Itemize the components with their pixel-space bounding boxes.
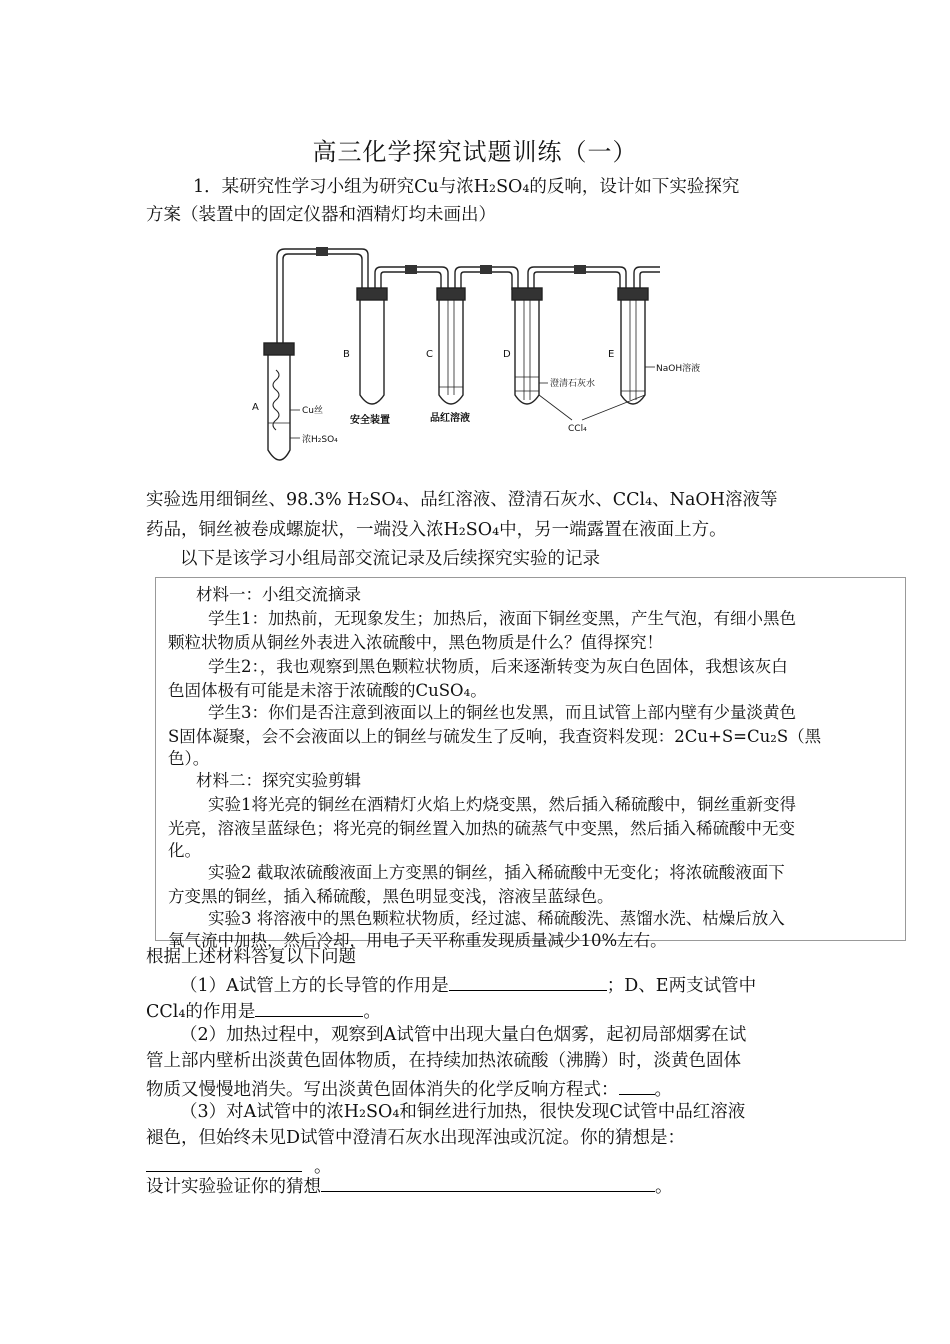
label-cu-wire: Cu丝 bbox=[302, 406, 323, 416]
label-naoh: NaOH溶液 bbox=[656, 364, 701, 374]
box-line: 色固体极有可能是未溶于浓硫酸的CuSO₄。 bbox=[168, 681, 487, 700]
label-safety-device: 安全装置 bbox=[350, 415, 390, 426]
materials-line3: 以下是该学习小组局部交流记录及后续探究实验的记录 bbox=[180, 549, 600, 569]
question-3-line2: 褪色，但始终未见D试管中澄清石灰水出现浑浊或沉淀。你的猜想是： bbox=[146, 1128, 686, 1148]
box-line: 学生2：，我也观察到黑色颗粒状物质，后来逐渐转变为灰白色固体，我想该灰白 bbox=[208, 657, 788, 676]
box-line: 材料一：小组交流摘录 bbox=[196, 585, 361, 604]
page-title: 高三化学探究试题训练（一） bbox=[312, 138, 638, 166]
question-2-line3 bbox=[146, 1076, 672, 1101]
question-3-line1: （3）对A试管中的浓H₂SO₄和铜丝进行加热，很快发现C试管中品红溶液 bbox=[180, 1102, 746, 1122]
materials-box bbox=[155, 577, 906, 950]
q2-text-end: 。 bbox=[654, 1080, 672, 1100]
q2-answer-blank[interactable] bbox=[619, 1076, 655, 1095]
box-line: 化。 bbox=[168, 841, 201, 860]
box-line: 颗粒状物质从铜丝外表进入浓硫酸中，黑色物质是什么？值得探究！ bbox=[168, 633, 663, 652]
box-line: 实验3 将溶液中的黑色颗粒状物质，经过滤、稀硫酸洗、蒸馏水洗、枯燥后放入 bbox=[208, 909, 785, 928]
box-line: 实验2 截取浓硫酸液面上方变黑的铜丝，插入稀硫酸中无变化；将浓硫酸液面下 bbox=[208, 863, 785, 882]
box-line: 氧气流中加热，然后冷却，用电子天平称重发现质量减少10%左右。 bbox=[168, 931, 667, 950]
q1-text-a: （1）A试管上方的长导管的作用是 bbox=[180, 976, 449, 996]
question-1-line2 bbox=[146, 998, 381, 1023]
label-pinhong: 品红溶液 bbox=[430, 413, 470, 424]
q1-text-c: CCl₄的作用是 bbox=[146, 1002, 256, 1022]
q1-text-d: 。 bbox=[363, 1002, 381, 1022]
materials-line1: 实验选用细铜丝、98.3% H₂SO₄、品红溶液、澄清石灰水、CCl₄、NaOH溶液等 bbox=[146, 490, 778, 510]
q3-guess-blank[interactable] bbox=[146, 1153, 302, 1172]
question-2-line2: 管上部内壁析出淡黄色固体物质，在持续加热浓硫酸（沸腾）时，淡黄色固体 bbox=[146, 1051, 741, 1071]
label-tube-d: D bbox=[503, 349, 511, 360]
label-limewater: 澄清石灰水 bbox=[550, 379, 596, 389]
question-intro-line1: 1．某研究性学习小组为研究Cu与浓H₂SO₄的反响，设计如下实验探究 bbox=[193, 177, 740, 197]
q2-text: 物质又慢慢地消失。写出淡黄色固体消失的化学反响方程式： bbox=[146, 1080, 619, 1100]
label-tube-e: E bbox=[608, 349, 615, 360]
box-line: 光亮，溶液呈蓝绿色；将光亮的铜丝置入加热的硫蒸气中变黑，然后插入稀硫酸中无变 bbox=[168, 819, 795, 838]
apparatus-diagram bbox=[250, 245, 701, 470]
label-ccl4: CCl₄ bbox=[568, 424, 587, 434]
label-tube-b: B bbox=[343, 349, 350, 360]
box-line: 材料二：探究实验剪辑 bbox=[196, 771, 361, 790]
question-1-line1 bbox=[180, 972, 756, 997]
q1-answer-blank-1[interactable] bbox=[449, 972, 607, 991]
box-line: S固体凝聚，会不会液面以上的铜丝与硫发生了反响，我查资料发现：2Cu+S=Cu₂S（黑 bbox=[168, 727, 822, 746]
question-intro-line2: 方案（装置中的固定仪器和酒精灯均未画出） bbox=[146, 205, 496, 225]
box-line: 色）。 bbox=[168, 749, 210, 768]
label-conc-acid: 浓H₂SO₄ bbox=[302, 435, 338, 445]
question-3-line4 bbox=[146, 1173, 673, 1198]
q3-design-blank[interactable] bbox=[321, 1173, 655, 1192]
box-line: 实验1将光亮的铜丝在酒精灯火焰上灼烧变黑，然后插入稀硫酸中，铜丝重新变得 bbox=[208, 795, 796, 814]
questions-intro: 根据上述材料答复以下问题 bbox=[146, 947, 356, 967]
question-2-line1: （2）加热过程中，观察到A试管中出现大量白色烟雾，起初局部烟雾在试 bbox=[180, 1025, 747, 1045]
label-tube-c: C bbox=[426, 349, 433, 360]
q3-text-design: 设计实验验证你的猜想 bbox=[146, 1177, 321, 1197]
materials-line2: 药品，铜丝被卷成螺旋状，一端没入浓H₂SO₄中，另一端露置在液面上方。 bbox=[146, 520, 727, 540]
q1-text-b: ；D、E两支试管中 bbox=[606, 976, 757, 996]
q3-text-design-end: 。 bbox=[655, 1177, 673, 1197]
box-line: 学生1：加热前，无现象发生；加热后，液面下铜丝变黑，产生气泡，有细小黑色 bbox=[208, 609, 796, 628]
box-line: 学生3：你们是否注意到液面以上的铜丝也发黑，而且试管上部内壁有少量淡黄色 bbox=[208, 703, 796, 722]
box-line: 方变黑的铜丝，插入稀硫酸，黑色明显变浅，溶液呈蓝绿色。 bbox=[168, 887, 614, 906]
q1-answer-blank-2[interactable] bbox=[255, 998, 363, 1017]
label-tube-a: A bbox=[252, 402, 259, 413]
q3-text-end: 。 bbox=[314, 1157, 332, 1177]
